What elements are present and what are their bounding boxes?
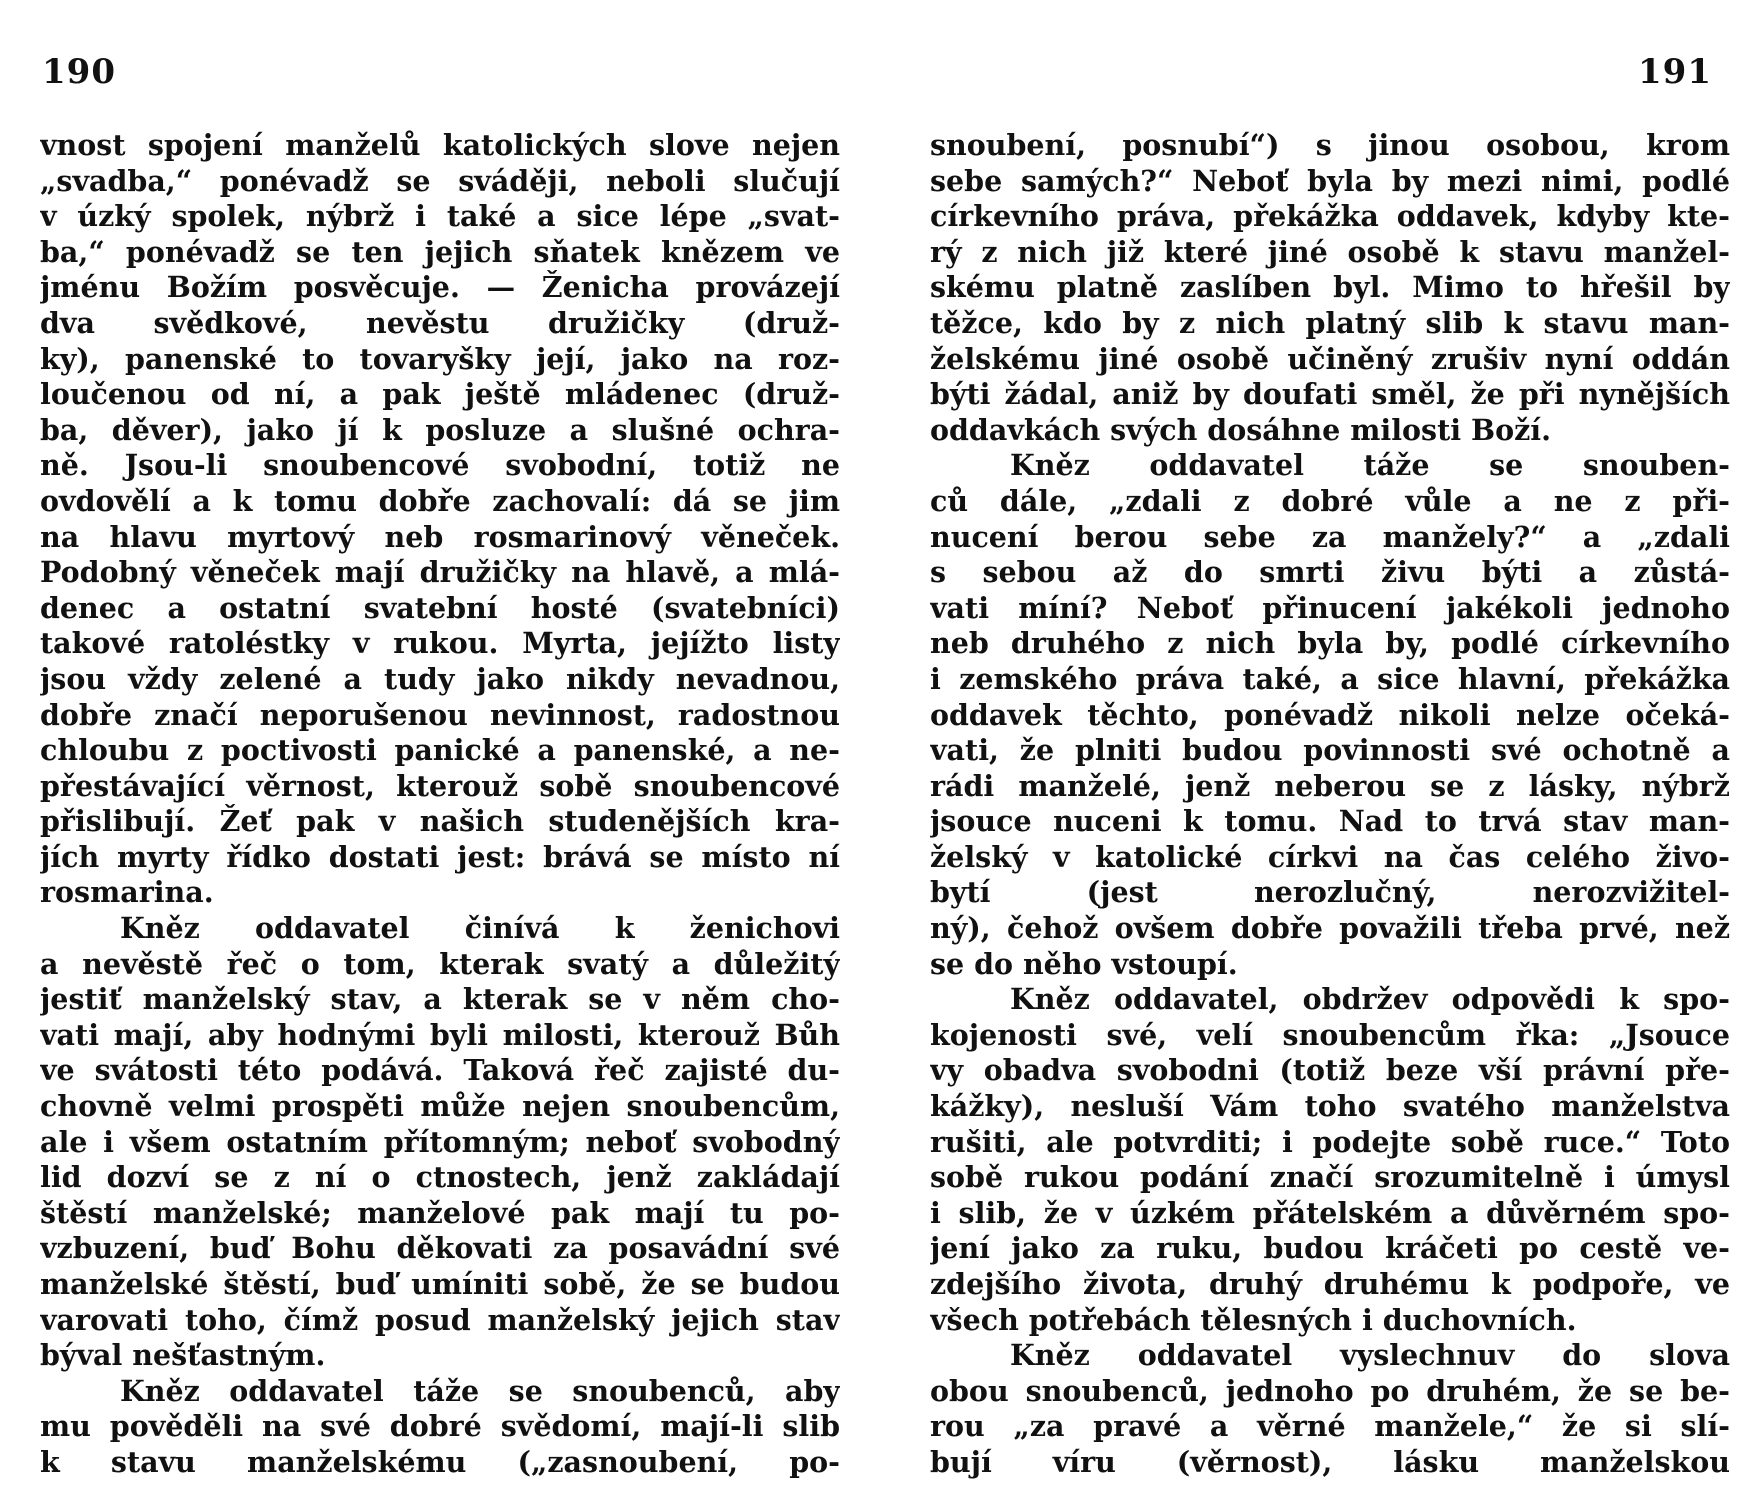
text-line: kážky), nesluší Vám toho svatého manželstva (930, 1089, 1730, 1124)
text-line: jích myrty řídko dostati jest: brává se místo ní (40, 839, 840, 874)
text-line: Kněz oddavatel činívá k ženichovi (120, 911, 840, 946)
text-line: Podobný věneček mají družičky na hlavě, a mlá- (40, 555, 840, 590)
right-page-number: 191 (1638, 52, 1712, 92)
text-line: oddavkách svých dosáhne milosti Boží. (930, 412, 1552, 447)
text-line: kojenosti své, velí snoubencům řka: „Jsouce (930, 1017, 1730, 1052)
text-line: sebe samých?“ Neboť byla by mezi nimi, podlé (930, 163, 1730, 198)
text-line: chloubu z poctivosti panické a panenské, a ne- (40, 733, 840, 768)
text-line: vzbuzení, buď Bohu děkovati za posavádní své (40, 1231, 840, 1266)
text-line: loučenou od ní, a pak ještě mládenec (druž- (40, 377, 840, 412)
text-line: ně. Jsou-li snoubencové svobodní, totiž ne (40, 448, 840, 483)
text-line: štěstí manželské; manželové pak mají tu po- (40, 1195, 840, 1230)
text-line: vnost spojení manželů katolických slove nejen (40, 128, 840, 162)
text-line: jsou vždy zelené a tudy jako nikdy nevadnou, (40, 661, 840, 696)
text-line: mu pověděli na své dobré svědomí, mají-li slib (40, 1409, 840, 1444)
text-line: želský v katolické církvi na čas celého živo- (930, 839, 1730, 874)
text-line: i zemského práva také, a sice hlavní, překážka (930, 661, 1730, 696)
text-line: jménu Božím posvěcuje. — Ženicha provázejí (40, 270, 840, 305)
text-line: zdejšího života, druhý druhému k podpoře, ve (930, 1267, 1730, 1301)
text-line: varovati toho, čímž posud manželský jejich stav (40, 1302, 840, 1337)
text-line: dobře značí neporušenou nevinnost, radostnou (40, 697, 840, 732)
text-line: rý z nich již které jiné osobě k stavu manžel- (930, 234, 1730, 269)
text-line: sobě rukou podání značí srozumitelně i úmysl (930, 1160, 1730, 1195)
text-line: chovně velmi prospěti může nejen snoubencům, (40, 1089, 840, 1124)
text-line: skému platně zaslíben byl. Mimo to hřešil by (930, 270, 1730, 305)
text-line: na hlavu myrtový neb rosmarinový věneček. (40, 519, 840, 554)
text-line: dva svědkové, nevěstu družičky (druž- (40, 305, 840, 340)
text-line: bují víru (věrnost), lásku manželskou (930, 1444, 1730, 1479)
text-line: denec a ostatní svatební hosté (svatebníci) (40, 590, 840, 625)
text-line: vati míní? Neboť přinucení jakékoli jednoho (930, 590, 1730, 625)
text-line: přislibují. Žeť pak v našich studenějších kra- (40, 804, 840, 839)
text-line: jení jako za ruku, budou kráčeti po cestě ve- (930, 1231, 1730, 1266)
text-line: ný), čehož ovšem dobře považili třeba prvé, než (930, 911, 1730, 946)
text-line: Kněz oddavatel táže se snoubenců, aby (120, 1373, 840, 1408)
text-line: takové ratoléstky v rukou. Myrta, jejížto listy (40, 626, 840, 661)
text-line: vati, že plniti budou povinnosti své ochotně a (930, 733, 1730, 768)
text-line: Kněz oddavatel, obdržev odpovědi k spo- (1010, 982, 1730, 1017)
text-line: rádi manželé, jenž neberou se z lásky, nýbrž (930, 768, 1730, 803)
text-line: oddavek těchto, ponévadž nikoli nelze očeká- (930, 697, 1730, 732)
text-line: nucení berou sebe za manžely?“ a „zdali (930, 519, 1730, 554)
text-line: a nevěstě řeč o tom, kterak svatý a důležitý (40, 946, 840, 981)
text-line: ců dále, „zdali z dobré vůle a ne z při- (930, 483, 1730, 518)
text-line: Kněz oddavatel táže se snouben- (1010, 448, 1730, 483)
text-line: k stavu manželskému („zasnoubení, po- (40, 1444, 840, 1479)
text-line: ovdovělí a k tomu dobře zachovalí: dá se jim (40, 483, 840, 518)
text-line: církevního práva, překážka oddavek, kdyby kte- (930, 199, 1730, 234)
left-page-text (40, 128, 840, 1481)
text-line: ve svátosti této podává. Taková řeč zajisté du- (40, 1053, 840, 1088)
text-line: v úzký spolek, nýbrž i také a sice lépe „svat- (40, 199, 840, 234)
left-page-number: 190 (42, 52, 116, 92)
text-line: jestiť manželský stav, a kterak se v něm cho- (40, 982, 840, 1017)
text-line: obou snoubenců, jednoho po druhém, že se be- (930, 1373, 1730, 1408)
text-line: ba, děver), jako jí k posluze a slušné ochra- (40, 412, 840, 447)
text-line: rosmarina. (40, 875, 214, 910)
text-line: bytí (jest nerozlučný, nerozvižitel- (930, 875, 1730, 910)
right-page-text (930, 128, 1730, 1481)
text-line: manželské štěstí, buď umíniti sobě, že se budou (40, 1267, 840, 1301)
text-line: snoubení, posnubí“) s jinou osobou, krom (930, 128, 1730, 162)
text-line: všech potřebách tělesných i duchovních. (930, 1302, 1577, 1337)
text-line: „svadba,“ ponévadž se sváději, neboli slučují (40, 163, 840, 198)
text-line: ba,“ ponévadž se ten jejich sňatek knězem ve (40, 234, 840, 269)
text-line: s sebou až do smrti živu býti a zůstá- (930, 555, 1730, 590)
text-line: býval nešťastným. (40, 1338, 326, 1373)
text-line: vy obadva svobodni (totiž beze vší právní pře- (930, 1053, 1730, 1088)
text-line: neb druhého z nich byla by, podlé církevního (930, 626, 1730, 661)
text-line: ky), panenské to tovaryšky její, jako na roz- (40, 341, 840, 376)
text-line: býti žádal, aniž by doufati směl, že při nynějších (930, 377, 1730, 412)
text-line: Kněz oddavatel vyslechnuv do slova (1010, 1338, 1730, 1373)
text-line: rušiti, ale potvrditi; i podejte sobě ruce.“ Toto (930, 1124, 1730, 1159)
text-line: vati mají, aby hodnými byli milosti, kterouž Bůh (40, 1017, 840, 1052)
text-line: přestávající věrnost, kterouž sobě snoubencové (40, 768, 840, 803)
text-line: lid dozví se z ní o ctnostech, jenž zakládají (40, 1160, 840, 1195)
text-line: ale i všem ostatním přítomným; neboť svobodný (40, 1124, 840, 1159)
text-line: se do něho vstoupí. (930, 946, 1238, 981)
text-line: jsouce nuceni k tomu. Nad to trvá stav man- (930, 804, 1730, 839)
text-line: želskému jiné osobě učiněný zrušiv nyní oddán (930, 341, 1730, 376)
text-line: těžce, kdo by z nich platný slib k stavu man- (930, 305, 1730, 340)
text-line: i slib, že v úzkém přátelském a důvěrném spo- (930, 1195, 1730, 1230)
text-line: rou „za pravé a věrné manžele,“ že si slí- (930, 1409, 1730, 1444)
